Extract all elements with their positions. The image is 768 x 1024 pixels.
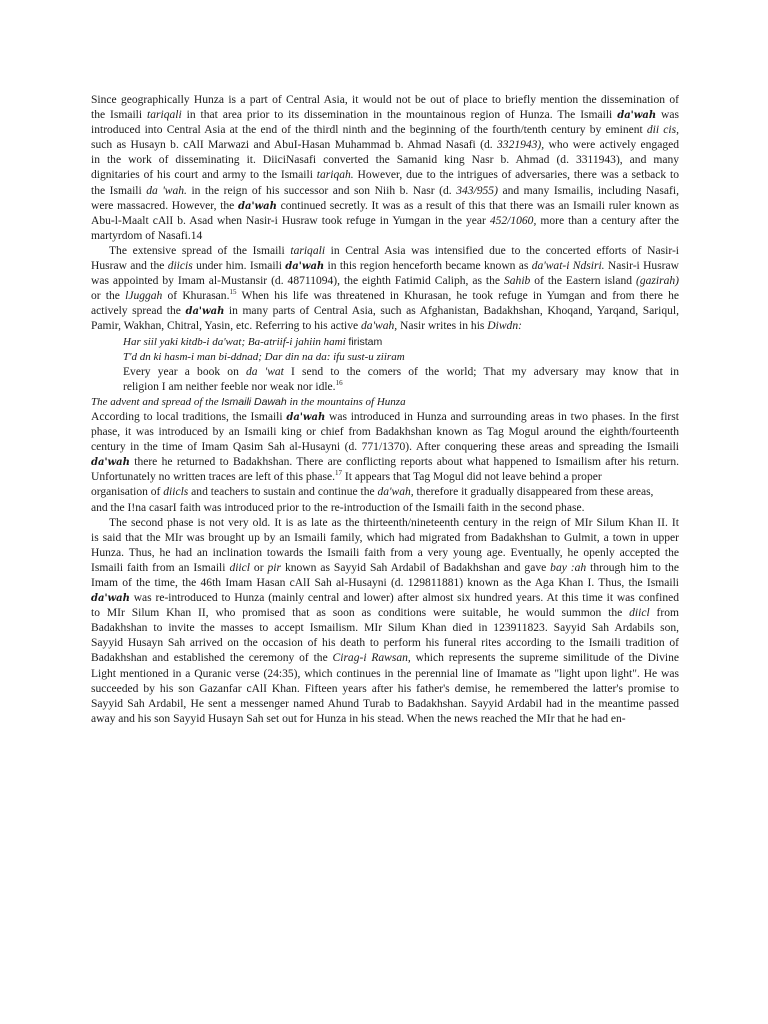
text-line bbox=[91, 108, 679, 123]
text-run: was appointed by Imam al-Mustansir (d. 48711094), the eighth Fatimid Caliph, as the bbox=[91, 275, 504, 288]
text-line bbox=[91, 651, 679, 666]
text-run: was re-introduced to Hunza (mainly central and lower) after almost six hundred years. At this time it was confined bbox=[129, 592, 679, 605]
text-run: da'wah bbox=[238, 200, 277, 212]
text-line bbox=[91, 455, 679, 470]
text-line bbox=[91, 289, 679, 304]
text-run: to MIr Silum Khan II, who promised that as soon as conditions were suitable, he would summon the bbox=[91, 607, 630, 620]
text-line bbox=[91, 93, 679, 108]
text-run: known as Sayyid Sah Ardabil of Badakhshan and gave bbox=[281, 561, 551, 574]
text-line bbox=[91, 380, 679, 395]
text-line bbox=[91, 470, 679, 485]
text-line bbox=[91, 576, 679, 591]
text-run: Sayyid Sah Ardabil, He sent a messenger named Ahund Turab to Badakhshan. Sayyid Ardabil had in the meantime passed bbox=[91, 697, 679, 710]
text-run: away and his son Sayyid Husayn Sah set out for Hunza in his stead. When the news reached the MIr that he had en- bbox=[91, 712, 626, 725]
text-line bbox=[91, 274, 679, 289]
text-run: bay :ah bbox=[550, 561, 587, 574]
text-run: introduced into Central Asia at the end of the thirdl ninth and the beginning of the fourth/tenth century by eminent bbox=[91, 124, 647, 137]
text-run: da'wah, bbox=[377, 486, 414, 499]
text-run: Har siil yaki kitdb-i da'wat; Ba-atriif-i jahiin hami bbox=[123, 335, 349, 348]
footnote-ref: 17 bbox=[335, 469, 343, 478]
text-line bbox=[91, 697, 679, 712]
text-line bbox=[91, 319, 679, 334]
text-run: pir bbox=[267, 561, 281, 574]
text-run: of Khurasan. bbox=[162, 290, 230, 303]
text-run: from bbox=[649, 607, 679, 620]
text-line bbox=[91, 138, 679, 153]
text-run: martyrdom of Nasafi.14 bbox=[91, 229, 203, 242]
text-run: dignitaries of his court and army to the Ismaili bbox=[91, 169, 317, 182]
text-line bbox=[91, 501, 679, 516]
text-run: firistam bbox=[348, 335, 383, 348]
text-run: in the reign of his successor and son Niih b. Nasr (d. bbox=[186, 184, 457, 197]
text-run: such as Husayn b. cAlI Marwazi and AbuI-Hasan Muhammad b. Ahmad Nasafi (d. bbox=[91, 139, 498, 152]
text-run: or bbox=[249, 561, 268, 574]
text-line bbox=[91, 259, 679, 274]
text-run: da'wah bbox=[617, 110, 657, 122]
text-run: Imam of the time, the 46th Imam Hasan cAlI Sah al-Husayni (d. 129811881) known as the Aga Khan I. Thus, the Ismaili bbox=[91, 577, 679, 589]
text-run: actively spread the bbox=[91, 305, 186, 318]
text-run: lJuggah bbox=[125, 290, 163, 303]
text-run: Ismaili Dawah bbox=[221, 395, 287, 408]
text-run: da 'wah. bbox=[146, 184, 187, 197]
text-run: da'wah bbox=[91, 593, 130, 605]
text-run: However, due to the intrigues of adversaries, there was a setback to bbox=[353, 169, 679, 182]
text-run: religion I am neither feeble nor weak nor idle. bbox=[123, 380, 336, 393]
text-run: tariqah. bbox=[316, 169, 354, 182]
text-run: Pamir, Wakhan, Chitral, Yasin, etc. Referring to his active bbox=[91, 320, 362, 333]
text-run: who were actively engaged bbox=[544, 139, 679, 152]
text-run: The extensive spread of the Ismaili bbox=[109, 244, 291, 257]
text-line bbox=[91, 606, 679, 621]
text-run: or the bbox=[91, 290, 126, 303]
text-line bbox=[91, 199, 679, 214]
text-line bbox=[91, 591, 679, 606]
text-line bbox=[91, 531, 679, 546]
text-line bbox=[91, 516, 679, 531]
text-run: more than a century after the bbox=[536, 214, 679, 227]
text-run: Abu-l-Maalt cAlI b. Asad when Nasir-i Husraw took refuge in Yumgan in the year bbox=[91, 214, 490, 227]
text-run: da'wat-i Ndsiri. bbox=[531, 260, 605, 273]
text-line bbox=[91, 229, 679, 244]
text-run: Husraw and the bbox=[91, 260, 168, 273]
text-run: diicls bbox=[163, 486, 189, 499]
text-run: Nasir writes in his bbox=[397, 320, 488, 333]
text-line bbox=[91, 561, 679, 576]
text-run: da'wah bbox=[286, 411, 326, 423]
text-run: was bbox=[656, 109, 679, 122]
text-run: is said that the MIr was brought up by an Ismaili family, which had migrated from Badakhshan to Gulmit, a town in upper bbox=[91, 531, 679, 544]
text-run: Every year a book on bbox=[123, 365, 247, 378]
text-run: under him. Ismaili bbox=[192, 260, 286, 273]
text-line bbox=[91, 425, 679, 440]
text-run: T'd dn ki hasm-i man bi-ddnad; Dar din na da: ifu sust-u bbox=[123, 350, 377, 363]
text-run: Diwdn: bbox=[487, 320, 522, 333]
text-run: and the I!na casarI faith was introduced prior to the re-introduction of the Ismaili faith in the second phase. bbox=[91, 501, 585, 514]
text-line bbox=[91, 410, 679, 425]
text-line bbox=[91, 636, 679, 651]
text-run: ziiram bbox=[376, 350, 405, 363]
text-line bbox=[91, 365, 679, 380]
text-run: The advent and spread of the bbox=[91, 395, 222, 408]
text-run: in Central Asia was intensified due to the concerted efforts of Nasir-i bbox=[325, 244, 679, 257]
text-run: the Ismaili bbox=[91, 109, 148, 122]
text-run: da'wah bbox=[285, 261, 325, 273]
text-run: da'wah bbox=[185, 306, 225, 318]
text-line bbox=[91, 546, 679, 561]
text-run: It appears that Tag Mogul did not leave behind a proper bbox=[342, 471, 602, 484]
text-run: da'wah bbox=[91, 457, 130, 469]
text-run: century in the time of Imam Qasim Sah al-Husayni (d. 771/1370). After conquering these areas and spreading the Ismaili bbox=[91, 441, 679, 454]
text-run: Hunza. Thus, he had an inclination towards the Ismaili faith from a very young age. Eventually, he openly accepted the bbox=[91, 546, 679, 559]
text-run: phase, it was introduced by an Ismaili king or chief from Badakhshan known as Tag Mogul around the eighth/fourteenth bbox=[91, 426, 679, 439]
footnote-ref: 16 bbox=[335, 378, 343, 387]
text-run: in the mountains of Hunza bbox=[286, 395, 406, 408]
text-run: According to local traditions, the Ismaili bbox=[91, 410, 287, 423]
text-line bbox=[91, 621, 679, 636]
text-line bbox=[91, 485, 679, 500]
text-run: 452/1060, bbox=[489, 214, 537, 227]
text-line bbox=[91, 682, 679, 697]
text-run: (gazirah) bbox=[636, 275, 679, 288]
text-run: Unfortunately no written traces are left of this phase. bbox=[91, 471, 336, 484]
text-line bbox=[91, 304, 679, 319]
text-run: da 'wat bbox=[246, 365, 284, 378]
text-run: Light mentioned in a Quranic verse (24:35), which continues in the perennial line of Imamate as "light upon light". He was bbox=[91, 667, 679, 680]
text-run: Badakhshan to invite the masses to accept Ismailism. MIr Silum Khan died in 123911823. Sayyid Sah Ardabils son, bbox=[91, 622, 679, 635]
footnote-ref: 15 bbox=[229, 288, 237, 297]
text-run: succeeded by his son Gazanfar cAlI Khan. Fifteen years after his father's demise, he remembered the latter's promise to bbox=[91, 682, 679, 695]
text-run: diicl bbox=[629, 607, 650, 620]
text-run: 343/955) bbox=[456, 184, 498, 197]
section-heading bbox=[91, 395, 679, 410]
text-run: tariqali bbox=[147, 109, 182, 122]
text-run: Sahib bbox=[504, 275, 531, 288]
text-run: dii cis, bbox=[646, 124, 680, 137]
verse-line bbox=[91, 350, 679, 365]
text-line bbox=[91, 440, 679, 455]
text-run: 3321943), bbox=[497, 139, 545, 152]
text-run: there he returned to Badakhshan. There are conflicting reports about what happened to Ismailism after his return. bbox=[129, 456, 679, 469]
text-run: diicis bbox=[167, 260, 193, 273]
text-run: and teachers to sustain and continue the bbox=[188, 486, 378, 499]
text-line bbox=[91, 244, 679, 259]
document-body bbox=[91, 93, 679, 727]
text-line bbox=[91, 667, 679, 682]
text-run: in many parts of Central Asia, such as Afghanistan, Badakhshan, Khoqand, Yarqand, Sariqul, bbox=[224, 305, 679, 318]
text-run: was introduced in Hunza and surrounding areas in two phases. In the first bbox=[325, 410, 679, 423]
text-line bbox=[91, 153, 679, 168]
text-run: Badakhshan and established the ceremony of the bbox=[91, 652, 333, 665]
text-run: Since geographically Hunza is a part of Central Asia, it would not be out of place to briefly mention the dissemination of bbox=[91, 94, 679, 106]
text-run: therefore it gradually disappeared from these areas, bbox=[413, 486, 654, 499]
text-run: diicl bbox=[229, 561, 250, 574]
text-run: of the Eastern island bbox=[530, 275, 636, 288]
text-line bbox=[91, 123, 679, 138]
text-run: da'wah, bbox=[361, 320, 398, 333]
text-run: I send to the comers of the world; That my adversary may know that in bbox=[283, 365, 679, 378]
text-run: Sayyid Husayn Sah arrived on the occasion of his death to perform his funeral rites according to the Ismaili tradition of bbox=[91, 637, 679, 650]
text-run: in that area prior to its dissemination in the mountainous region of Hunza. The Ismaili bbox=[181, 109, 618, 122]
text-run: Nasir-i Husraw bbox=[604, 260, 679, 273]
text-run: which represents the supreme similitude of the Divine bbox=[410, 652, 679, 665]
text-run: in this region henceforth became known as bbox=[324, 260, 532, 273]
text-line bbox=[91, 214, 679, 229]
text-line bbox=[91, 184, 679, 199]
text-run: in the work of disseminating it. DiiciNasafi converted the Samanid king Nasr b. Ahmad (d. 3311943), and many bbox=[91, 154, 679, 167]
text-run: Cirag-i Rawsan, bbox=[332, 652, 411, 665]
text-line bbox=[91, 712, 679, 727]
text-run: were massacred. However, the bbox=[91, 199, 238, 212]
verse-line bbox=[91, 335, 679, 350]
text-run: continued secretly. It was as a result of this that there was an Ismaili ruler known as bbox=[276, 199, 679, 212]
text-run: When his life was threatened in Khurasan, he took refuge in Yumgan and from there he bbox=[236, 290, 680, 303]
text-run: through him to the bbox=[586, 561, 680, 574]
text-line bbox=[91, 168, 679, 183]
text-run: tariqali bbox=[290, 244, 326, 257]
text-run: The second phase is not very old. It is as late as the thirteenth/nineteenth century in the reign of MIr Silum Khan II. It bbox=[109, 516, 679, 529]
text-run: and many Ismailis, including Nasafi, bbox=[497, 184, 679, 197]
text-run: organisation of bbox=[91, 486, 164, 499]
text-run: the Ismaili bbox=[91, 184, 147, 197]
text-run: Ismaili faith from an Ismaili bbox=[91, 561, 230, 574]
